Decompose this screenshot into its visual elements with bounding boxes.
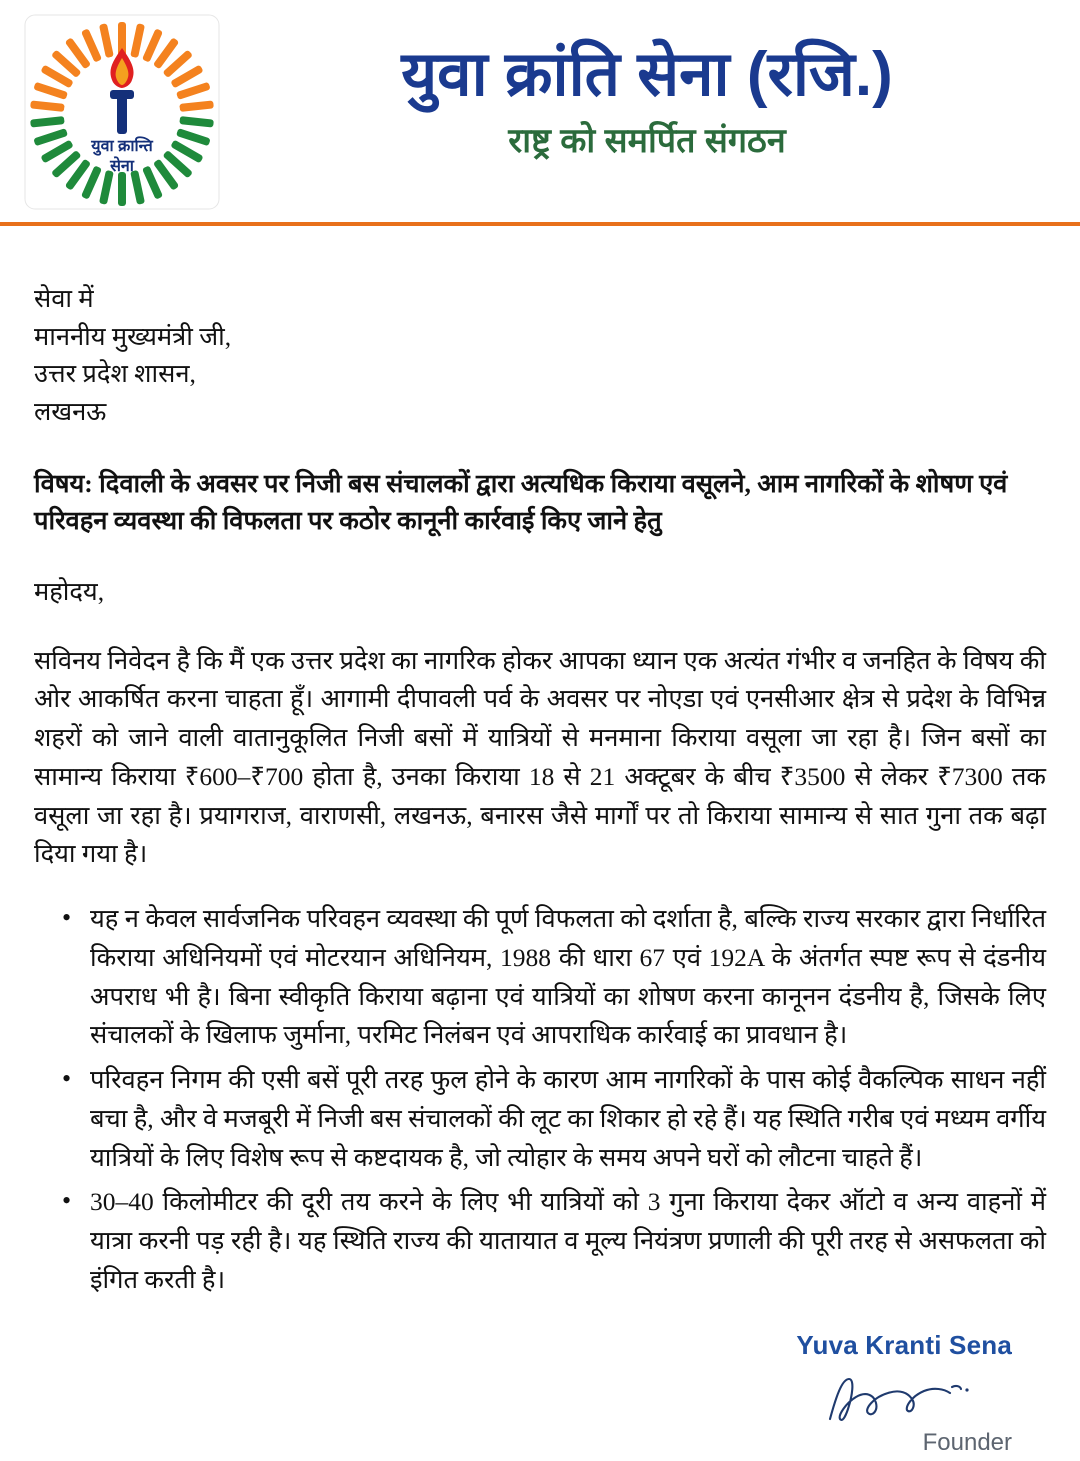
svg-text:युवा क्रान्ति: युवा क्रान्ति [91, 138, 153, 155]
handwritten-signature-icon [802, 1367, 992, 1429]
salutation: महोदय, [34, 577, 105, 607]
body-paragraph: सविनय निवेदन है कि मैं एक उत्तर प्रदेश का नागरिक होकर आपका ध्यान एक अत्यंत गंभीर व जनहित के विषय की ओर आकर्षित करना चाहता हूँ। आगामी दीपावली पर्व के अवसर पर नोएडा एवं एनसीआर क्षेत्र से प्रदेश के विभिन्न शहरों को जाने वाली वातानुकूलित निजी बसों में यात्रियों से मनमाना किराया वसूला जा रहा है। जिन बसों का सामान्य किराया ₹600–₹700 होता है, उनका किराया 18 से 21 अक्टूबर के बीच ₹3500 से लेकर ₹7300 तक वसूला जा रहा है। प्रयागराज, वाराणसी, लखनऊ, बनारस जैसे मार्गों पर तो किराया सामान्य से सात गुना तक बढ़ा दिया गया है। [34, 645, 1046, 869]
organization-logo [24, 14, 220, 210]
signature-block [34, 1326, 1046, 1461]
grievance-list [34, 900, 1046, 1300]
svg-text:सेना: सेना [110, 158, 134, 175]
letter-body [0, 226, 1080, 1461]
address-line: उत्तर प्रदेश शासन, [34, 359, 196, 389]
list-item: • यह न केवल सार्वजनिक परिवहन व्यवस्था की पूर्ण विफलता को दर्शाता है, बल्कि राज्य सरकार द्वारा निर्धारित किराया अधिनियमों एवं मोटरयान अधिनियम, 1988 की धारा 67 एवं 192A के अंतर्गत स्पष्ट रूप से दंडनीय अपराध भी है। बिना स्वीकृति किराया बढ़ाना एवं यात्रियों का शोषण करना कानूनन दंडनीय है, जिसके लिए संचालकों के खिलाफ जुर्माना, परमिट निलंबन एवं आपराधिक कार्रवाई का प्रावधान है। [90, 900, 1046, 1055]
list-item: • 30–40 किलोमीटर की दूरी तय करने के लिए भी यात्रियों को 3 गुना किराया देकर ऑटो व अन्य वाहनों में यात्रा करनी पड़ रही है। यह स्थिति राज्य की यातायात व मूल्य नियंत्रण प्रणाली की पूरी तरह से असफलता को इंगित करती है। [90, 1183, 1046, 1299]
signatory-name: Yuva Kranti Sena [796, 1329, 1012, 1360]
recipient-address [34, 280, 1046, 431]
subject-line: विषय: दिवाली के अवसर पर निजी बस संचालकों द्वारा अत्यधिक किराया वसूलने, आम नागरिकों के शोषण एवं परिवहन व्यवस्था की विफलता पर कठोर कानूनी कार्रवाई किए जाने हेतु [34, 468, 1008, 536]
signatory-role: Founder [922, 1428, 1012, 1456]
torch-flame-emblem-icon [24, 14, 220, 210]
organization-tagline: राष्ट्र को समर्पित संगठन [508, 122, 786, 161]
address-line: लखनऊ [34, 397, 107, 427]
letterhead [0, 0, 1080, 216]
address-line: माननीय मुख्यमंत्री जी, [34, 321, 232, 351]
list-item: • परिवहन निगम की एसी बसें पूरी तरह फुल होने के कारण आम नागरिकों के पास कोई वैकल्पिक साधन नहीं बचा है, और वे मजबूरी में निजी बस संचालकों की लूट का शिकार हो रहे हैं। यह स्थिति गरीब एवं मध्यम वर्गीय यात्रियों के लिए विशेष रूप से कष्टदायक है, जो त्योहार के समय अपने घरों को लौटना चाहते हैं। [90, 1061, 1046, 1177]
organization-name: युवा क्रांति सेना (रजि.) [401, 40, 893, 109]
address-line: सेवा में [34, 284, 94, 313]
masthead [238, 14, 1056, 162]
